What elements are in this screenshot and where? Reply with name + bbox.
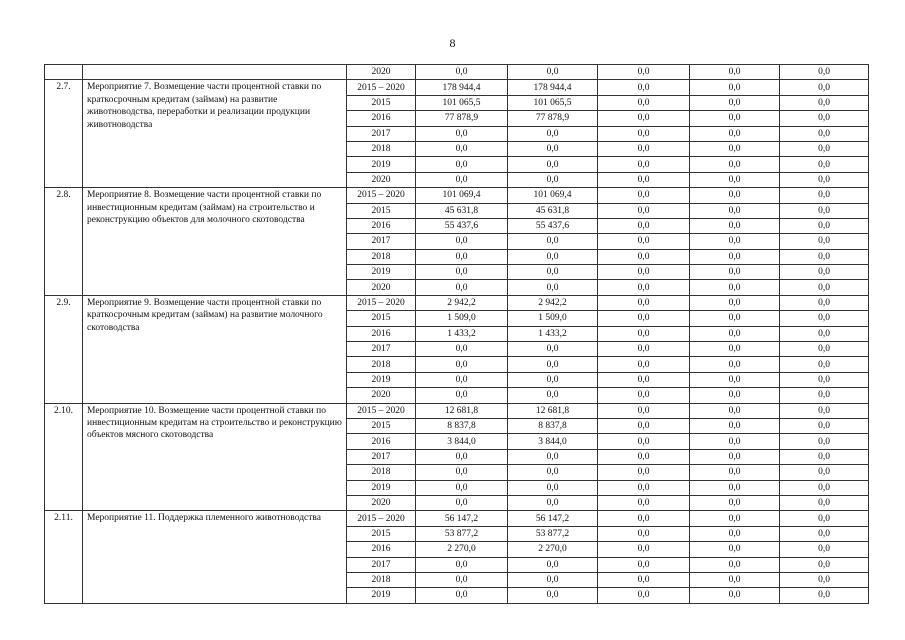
value-cell: 2 270,0 — [508, 542, 598, 557]
value-cell: 0,0 — [598, 188, 690, 203]
value-cell: 0,0 — [690, 388, 780, 403]
value-cell: 0,0 — [690, 495, 780, 510]
value-cell: 0,0 — [508, 480, 598, 495]
measure-number-cell: 2.7. — [45, 80, 83, 188]
table-row — [45, 188, 869, 203]
value-cell: 0,0 — [416, 572, 508, 587]
value-cell: 0,0 — [780, 526, 869, 541]
measure-number-cell: 2.9. — [45, 295, 83, 403]
value-cell: 0,0 — [690, 265, 780, 280]
year-cell: 2015 – 2020 — [347, 80, 416, 95]
value-cell: 178 944,4 — [416, 80, 508, 95]
value-cell: 0,0 — [690, 326, 780, 341]
year-cell: 2018 — [347, 141, 416, 156]
year-cell: 2020 — [347, 172, 416, 187]
value-cell: 0,0 — [508, 65, 598, 80]
year-cell: 2015 – 2020 — [347, 295, 416, 310]
value-cell: 0,0 — [508, 342, 598, 357]
value-cell: 0,0 — [780, 218, 869, 233]
measure-name-cell: Мероприятие 7. Возмещение части процентной ставки по краткосрочным кредитам (займам) на развитие животноводства, переработки и реализации продукции животноводства — [83, 80, 347, 188]
value-cell: 0,0 — [508, 588, 598, 603]
value-cell: 0,0 — [508, 449, 598, 464]
table-row — [45, 80, 869, 95]
year-cell: 2019 — [347, 265, 416, 280]
value-cell: 0,0 — [780, 265, 869, 280]
year-cell: 2019 — [347, 480, 416, 495]
year-cell: 2015 – 2020 — [347, 188, 416, 203]
value-cell: 101 069,4 — [416, 188, 508, 203]
value-cell: 0,0 — [780, 80, 869, 95]
year-cell: 2019 — [347, 157, 416, 172]
year-cell: 2015 – 2020 — [347, 403, 416, 418]
table-row — [45, 295, 869, 310]
value-cell: 0,0 — [780, 157, 869, 172]
value-cell: 0,0 — [690, 403, 780, 418]
value-cell: 0,0 — [416, 342, 508, 357]
value-cell: 0,0 — [508, 172, 598, 187]
year-cell: 2020 — [347, 388, 416, 403]
value-cell: 0,0 — [598, 65, 690, 80]
value-cell: 0,0 — [508, 280, 598, 295]
value-cell: 0,0 — [508, 249, 598, 264]
value-cell: 77 878,9 — [416, 111, 508, 126]
value-cell: 1 509,0 — [416, 311, 508, 326]
value-cell: 0,0 — [508, 465, 598, 480]
value-cell: 0,0 — [690, 280, 780, 295]
value-cell: 0,0 — [780, 203, 869, 218]
value-cell: 0,0 — [690, 157, 780, 172]
measure-name-cell: Мероприятие 11. Поддержка племенного животноводства — [83, 511, 347, 603]
measure-number-cell: 2.8. — [45, 188, 83, 296]
value-cell: 0,0 — [690, 526, 780, 541]
value-cell: 0,0 — [598, 542, 690, 557]
value-cell: 2 942,2 — [508, 295, 598, 310]
value-cell: 0,0 — [690, 65, 780, 80]
value-cell: 0,0 — [598, 157, 690, 172]
value-cell: 0,0 — [690, 434, 780, 449]
year-cell: 2018 — [347, 249, 416, 264]
measure-name-cell: Мероприятие 8. Возмещение части процентной ставки по инвестиционным кредитам (займам) на строительство и реконструкцию объектов для молочного скотоводства — [83, 188, 347, 296]
year-cell: 2018 — [347, 465, 416, 480]
value-cell: 0,0 — [690, 572, 780, 587]
value-cell: 0,0 — [598, 295, 690, 310]
value-cell: 0,0 — [416, 65, 508, 80]
year-cell: 2015 — [347, 526, 416, 541]
value-cell: 8 837,8 — [508, 418, 598, 433]
value-cell: 0,0 — [690, 95, 780, 110]
value-cell: 0,0 — [598, 326, 690, 341]
value-cell: 0,0 — [780, 234, 869, 249]
value-cell: 0,0 — [780, 434, 869, 449]
value-cell: 0,0 — [416, 480, 508, 495]
value-cell: 0,0 — [598, 357, 690, 372]
value-cell: 0,0 — [780, 141, 869, 156]
value-cell: 0,0 — [598, 95, 690, 110]
value-cell: 101 069,4 — [508, 188, 598, 203]
value-cell: 0,0 — [598, 526, 690, 541]
value-cell: 0,0 — [690, 372, 780, 387]
measure-name-cell — [83, 65, 347, 80]
value-cell: 0,0 — [416, 280, 508, 295]
value-cell: 0,0 — [416, 495, 508, 510]
value-cell: 0,0 — [598, 203, 690, 218]
table-row — [45, 65, 869, 80]
value-cell: 2 942,2 — [416, 295, 508, 310]
value-cell: 12 681,8 — [416, 403, 508, 418]
value-cell: 0,0 — [780, 557, 869, 572]
value-cell: 0,0 — [598, 311, 690, 326]
year-cell: 2019 — [347, 372, 416, 387]
year-cell: 2020 — [347, 495, 416, 510]
value-cell: 0,0 — [598, 126, 690, 141]
value-cell: 0,0 — [780, 388, 869, 403]
table-row — [45, 511, 869, 526]
value-cell: 0,0 — [416, 449, 508, 464]
year-cell: 2018 — [347, 357, 416, 372]
value-cell: 0,0 — [598, 572, 690, 587]
value-cell: 0,0 — [780, 326, 869, 341]
value-cell: 0,0 — [690, 188, 780, 203]
value-cell: 0,0 — [780, 572, 869, 587]
year-cell: 2016 — [347, 434, 416, 449]
value-cell: 12 681,8 — [508, 403, 598, 418]
value-cell: 0,0 — [690, 203, 780, 218]
value-cell: 0,0 — [780, 357, 869, 372]
value-cell: 0,0 — [690, 234, 780, 249]
value-cell: 0,0 — [690, 449, 780, 464]
value-cell: 0,0 — [780, 542, 869, 557]
value-cell: 0,0 — [780, 495, 869, 510]
table-row — [45, 403, 869, 418]
value-cell: 0,0 — [416, 588, 508, 603]
value-cell: 0,0 — [780, 95, 869, 110]
page-number: 8 — [449, 36, 456, 50]
value-cell: 45 631,8 — [416, 203, 508, 218]
value-cell: 0,0 — [508, 126, 598, 141]
value-cell: 0,0 — [690, 295, 780, 310]
value-cell: 0,0 — [780, 249, 869, 264]
year-cell: 2016 — [347, 542, 416, 557]
value-cell: 55 437,6 — [508, 218, 598, 233]
value-cell: 0,0 — [690, 80, 780, 95]
measure-name-cell: Мероприятие 10. Возмещение части процентной ставки по инвестиционным кредитам на строительство и реконструкцию объектов мясного скотоводства — [83, 403, 347, 511]
value-cell: 0,0 — [690, 588, 780, 603]
value-cell: 0,0 — [690, 249, 780, 264]
value-cell: 101 065,5 — [508, 95, 598, 110]
measure-number-cell — [45, 65, 83, 80]
value-cell: 8 837,8 — [416, 418, 508, 433]
value-cell: 0,0 — [780, 126, 869, 141]
value-cell: 0,0 — [780, 449, 869, 464]
year-cell: 2015 — [347, 95, 416, 110]
value-cell: 0,0 — [598, 557, 690, 572]
value-cell: 3 844,0 — [508, 434, 598, 449]
value-cell: 0,0 — [780, 280, 869, 295]
value-cell: 0,0 — [598, 342, 690, 357]
value-cell: 0,0 — [416, 126, 508, 141]
value-cell: 0,0 — [690, 218, 780, 233]
value-cell: 0,0 — [780, 311, 869, 326]
value-cell: 0,0 — [598, 265, 690, 280]
year-cell: 2017 — [347, 557, 416, 572]
year-cell: 2017 — [347, 126, 416, 141]
value-cell: 0,0 — [416, 265, 508, 280]
value-cell: 0,0 — [416, 465, 508, 480]
year-cell: 2020 — [347, 280, 416, 295]
value-cell: 56 147,2 — [416, 511, 508, 526]
year-cell: 2018 — [347, 572, 416, 587]
value-cell: 0,0 — [690, 511, 780, 526]
value-cell: 53 877,2 — [416, 526, 508, 541]
value-cell: 0,0 — [416, 372, 508, 387]
value-cell: 0,0 — [598, 495, 690, 510]
value-cell: 0,0 — [780, 172, 869, 187]
value-cell: 0,0 — [598, 434, 690, 449]
value-cell: 0,0 — [780, 465, 869, 480]
value-cell: 3 844,0 — [416, 434, 508, 449]
value-cell: 0,0 — [690, 465, 780, 480]
value-cell: 55 437,6 — [416, 218, 508, 233]
year-cell: 2017 — [347, 449, 416, 464]
measure-name-cell: Мероприятие 9. Возмещение части процентной ставки по краткосрочным кредитам (займам) на развитие молочного скотоводства — [83, 295, 347, 403]
value-cell: 0,0 — [598, 280, 690, 295]
value-cell: 0,0 — [598, 111, 690, 126]
value-cell: 0,0 — [690, 357, 780, 372]
value-cell: 0,0 — [690, 557, 780, 572]
value-cell: 0,0 — [508, 495, 598, 510]
value-cell: 0,0 — [690, 311, 780, 326]
value-cell: 0,0 — [508, 557, 598, 572]
value-cell: 0,0 — [690, 141, 780, 156]
value-cell: 0,0 — [598, 80, 690, 95]
value-cell: 0,0 — [780, 188, 869, 203]
value-cell: 0,0 — [598, 588, 690, 603]
value-cell: 0,0 — [780, 65, 869, 80]
value-cell: 0,0 — [598, 465, 690, 480]
value-cell: 0,0 — [416, 388, 508, 403]
value-cell: 0,0 — [598, 372, 690, 387]
value-cell: 56 147,2 — [508, 511, 598, 526]
year-cell: 2016 — [347, 111, 416, 126]
value-cell: 0,0 — [780, 111, 869, 126]
value-cell: 0,0 — [690, 172, 780, 187]
value-cell: 0,0 — [508, 141, 598, 156]
value-cell: 0,0 — [416, 157, 508, 172]
value-cell: 0,0 — [690, 542, 780, 557]
year-cell: 2020 — [347, 65, 416, 80]
value-cell: 0,0 — [598, 249, 690, 264]
value-cell: 0,0 — [508, 357, 598, 372]
value-cell: 0,0 — [690, 111, 780, 126]
value-cell: 101 065,5 — [416, 95, 508, 110]
value-cell: 0,0 — [416, 141, 508, 156]
value-cell: 0,0 — [780, 511, 869, 526]
value-cell: 1 433,2 — [508, 326, 598, 341]
year-cell: 2019 — [347, 588, 416, 603]
value-cell: 0,0 — [598, 403, 690, 418]
measure-number-cell: 2.10. — [45, 403, 83, 511]
year-cell: 2015 — [347, 418, 416, 433]
funding-table-body — [45, 65, 869, 604]
value-cell: 0,0 — [598, 511, 690, 526]
value-cell: 0,0 — [598, 388, 690, 403]
value-cell: 0,0 — [598, 141, 690, 156]
value-cell: 178 944,4 — [508, 80, 598, 95]
funding-table — [44, 64, 869, 604]
value-cell: 0,0 — [780, 372, 869, 387]
year-cell: 2017 — [347, 234, 416, 249]
value-cell: 0,0 — [598, 218, 690, 233]
value-cell: 45 631,8 — [508, 203, 598, 218]
value-cell: 0,0 — [598, 234, 690, 249]
value-cell: 2 270,0 — [416, 542, 508, 557]
value-cell: 0,0 — [598, 418, 690, 433]
value-cell: 0,0 — [508, 265, 598, 280]
year-cell: 2015 — [347, 203, 416, 218]
measure-number-cell: 2.11. — [45, 511, 83, 603]
year-cell: 2016 — [347, 326, 416, 341]
value-cell: 0,0 — [416, 249, 508, 264]
value-cell: 0,0 — [598, 449, 690, 464]
value-cell: 1 433,2 — [416, 326, 508, 341]
value-cell: 0,0 — [780, 588, 869, 603]
value-cell: 0,0 — [416, 357, 508, 372]
value-cell: 0,0 — [508, 372, 598, 387]
year-cell: 2016 — [347, 218, 416, 233]
year-cell: 2015 – 2020 — [347, 511, 416, 526]
value-cell: 0,0 — [780, 295, 869, 310]
value-cell: 0,0 — [508, 572, 598, 587]
value-cell: 0,0 — [780, 342, 869, 357]
year-cell: 2015 — [347, 311, 416, 326]
value-cell: 0,0 — [416, 172, 508, 187]
value-cell: 0,0 — [598, 480, 690, 495]
value-cell: 0,0 — [780, 480, 869, 495]
value-cell: 0,0 — [690, 480, 780, 495]
year-cell: 2017 — [347, 342, 416, 357]
value-cell: 0,0 — [780, 403, 869, 418]
value-cell: 0,0 — [416, 557, 508, 572]
value-cell: 0,0 — [690, 342, 780, 357]
value-cell: 0,0 — [416, 234, 508, 249]
value-cell: 0,0 — [508, 157, 598, 172]
value-cell: 0,0 — [780, 418, 869, 433]
value-cell: 0,0 — [508, 234, 598, 249]
value-cell: 0,0 — [598, 172, 690, 187]
value-cell: 0,0 — [508, 388, 598, 403]
value-cell: 0,0 — [690, 418, 780, 433]
value-cell: 77 878,9 — [508, 111, 598, 126]
value-cell: 1 509,0 — [508, 311, 598, 326]
value-cell: 53 877,2 — [508, 526, 598, 541]
value-cell: 0,0 — [690, 126, 780, 141]
